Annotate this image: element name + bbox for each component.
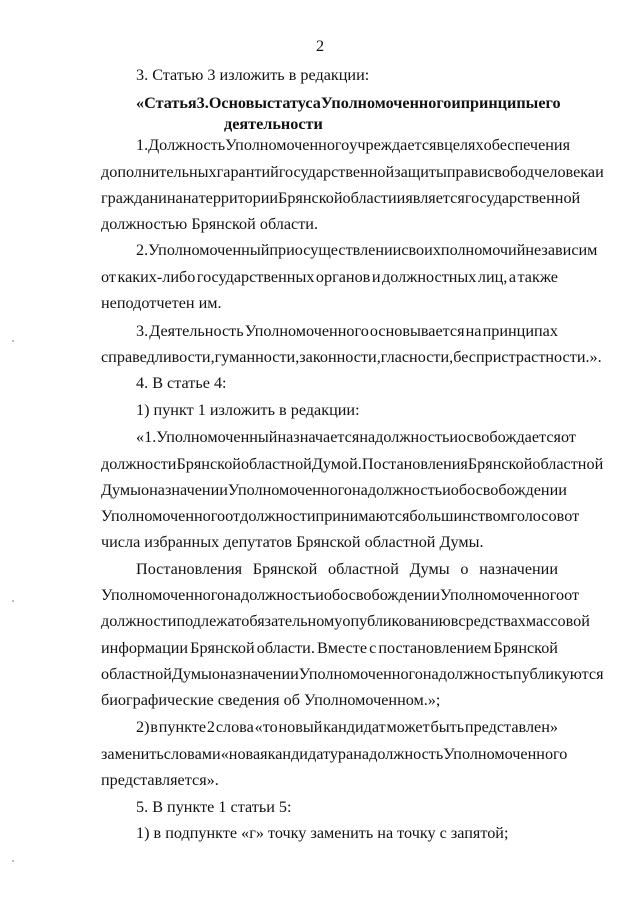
word: Брянской xyxy=(493,639,558,657)
word: на xyxy=(353,745,370,763)
word: каких-либо xyxy=(117,268,196,286)
word: принципы xyxy=(460,94,539,112)
text-line xyxy=(101,612,590,631)
word: государственной xyxy=(278,163,395,181)
word: может xyxy=(386,718,430,736)
text-line xyxy=(101,507,580,526)
word: и xyxy=(595,163,604,181)
word: обеспечения xyxy=(483,136,571,154)
word: 3. xyxy=(136,322,149,340)
text-line xyxy=(136,322,558,341)
word: от xyxy=(564,507,580,525)
word: об xyxy=(450,481,468,499)
word: прав xyxy=(446,163,479,181)
word: подлежат xyxy=(176,612,242,630)
word: при xyxy=(269,241,295,259)
word: на xyxy=(422,665,439,683)
word: должность xyxy=(375,428,450,446)
text-line xyxy=(136,241,598,260)
word: областной xyxy=(532,455,604,473)
text-line: неподотчетен им. xyxy=(101,294,222,312)
word: Постановления xyxy=(361,455,468,473)
word: свобод xyxy=(487,163,535,181)
word: кандидат xyxy=(323,718,386,736)
word: должность xyxy=(367,481,443,499)
word: пункте xyxy=(158,718,207,736)
word: назначается xyxy=(277,428,360,446)
page-number: 2 xyxy=(315,37,325,55)
word: публикуются xyxy=(512,665,604,683)
word: должности xyxy=(101,612,177,630)
word: должности xyxy=(240,507,316,525)
word: на xyxy=(182,189,199,207)
text-line: 3. Статью 3 изложить в редакции: xyxy=(136,66,370,84)
word: должность xyxy=(369,745,444,763)
word: большинством xyxy=(409,507,511,525)
text-line xyxy=(101,348,602,367)
word: Уполномоченного xyxy=(227,481,353,499)
word: «то xyxy=(254,718,278,736)
word: государственных xyxy=(196,268,315,286)
word: освобождении xyxy=(467,481,567,499)
word: 2) xyxy=(136,718,150,736)
word: областной xyxy=(240,455,312,473)
word: назначении xyxy=(479,560,558,578)
word: Уполномоченный xyxy=(156,428,278,446)
word: 1. xyxy=(136,136,149,154)
word: и xyxy=(478,163,488,181)
word: освобождении xyxy=(340,586,440,604)
word: гражданина xyxy=(101,189,183,207)
word: быть xyxy=(430,718,465,736)
word: представлен» xyxy=(464,718,558,736)
word: опубликованию xyxy=(342,612,451,630)
word: на xyxy=(465,322,482,340)
word: должность xyxy=(438,665,513,683)
word: о xyxy=(141,481,150,499)
word: Уполномоченного xyxy=(320,94,452,112)
word: в xyxy=(150,718,158,736)
word: области. xyxy=(256,639,315,657)
text-line xyxy=(136,136,571,155)
word: массовой xyxy=(525,612,590,630)
scan-mark xyxy=(12,600,14,602)
word: с xyxy=(369,639,377,657)
word: и xyxy=(396,189,406,207)
word: в xyxy=(450,612,459,630)
word: о xyxy=(460,560,469,578)
text-line xyxy=(101,455,604,474)
text-line: 1) в подпункте «г» точку заменить на точку с запятой; xyxy=(136,824,509,842)
word: Уполномоченного xyxy=(443,745,568,763)
text-line xyxy=(101,745,568,764)
word: освобождается xyxy=(458,428,561,446)
word: является xyxy=(405,189,465,207)
text-line xyxy=(101,481,567,500)
word: Постановления xyxy=(136,560,243,578)
word: принципах xyxy=(482,322,558,340)
word: «новая xyxy=(220,745,268,763)
word: Думы xyxy=(171,665,212,683)
word: о xyxy=(211,665,221,683)
word: кандидатура xyxy=(267,745,354,763)
word: областной xyxy=(101,665,172,683)
word: от xyxy=(560,428,576,446)
word: словами xyxy=(163,745,221,763)
text-line xyxy=(136,718,558,737)
text-line xyxy=(136,94,561,113)
text-line: должностью Брянской области. xyxy=(101,215,319,233)
word: Уполномоченный xyxy=(148,241,270,259)
word: гуманности, xyxy=(214,348,300,366)
word: а xyxy=(508,268,517,286)
word: дополнительных xyxy=(101,163,217,181)
text-line: биографические сведения об Уполномоченном.»; xyxy=(101,691,441,709)
word: назначении xyxy=(149,481,228,499)
word: Уполномоченного xyxy=(244,322,369,340)
word: государственной xyxy=(464,189,581,207)
word: заменить xyxy=(101,745,164,763)
word: независим xyxy=(525,241,598,259)
word: гарантий xyxy=(216,163,279,181)
word: от xyxy=(101,268,116,286)
word: принимаются xyxy=(315,507,410,525)
word: обязательному xyxy=(241,612,343,630)
word: и xyxy=(315,586,324,604)
word: Брянской xyxy=(467,455,533,473)
word: органов xyxy=(315,268,371,286)
word: от xyxy=(564,586,580,604)
word: и xyxy=(449,428,459,446)
word: Брянской xyxy=(252,560,318,578)
text-line: деятельности xyxy=(224,115,323,133)
word: осуществлении xyxy=(294,241,402,259)
text-line xyxy=(101,189,581,208)
word: его xyxy=(538,94,561,112)
word: справедливости, xyxy=(101,348,215,366)
word: голосов xyxy=(510,507,565,525)
word: гласности, xyxy=(380,348,454,366)
text-line: 5. В пункте 1 статьи 5: xyxy=(136,798,292,816)
word: Думы xyxy=(101,481,142,499)
word: должность xyxy=(240,586,316,604)
word: должностных xyxy=(381,268,477,286)
word: Вместе xyxy=(316,639,368,657)
text-line xyxy=(136,560,558,579)
word: постановлением xyxy=(378,639,492,657)
scan-mark xyxy=(12,340,14,342)
word: 2. xyxy=(136,241,149,259)
word: об xyxy=(323,586,341,604)
word: Должность xyxy=(148,136,226,154)
word: 3. xyxy=(196,94,209,112)
word: законности, xyxy=(299,348,381,366)
text-line xyxy=(101,163,604,182)
word: информации xyxy=(101,639,189,657)
word: учреждается xyxy=(349,136,437,154)
word: Уполномоченного xyxy=(101,586,226,604)
word: защиты xyxy=(394,163,447,181)
word: Уполномоченного xyxy=(298,665,423,683)
text-line xyxy=(101,639,558,658)
word: назначении xyxy=(220,665,299,683)
word: беспристрастности.». xyxy=(453,348,602,366)
word: Брянской xyxy=(190,639,255,657)
word: статуса xyxy=(267,94,321,112)
word: человека xyxy=(534,163,596,181)
word: и xyxy=(451,94,461,112)
word: и xyxy=(371,268,381,286)
word: Уполномоченного xyxy=(101,507,226,525)
word: на xyxy=(359,428,376,446)
word: Брянской xyxy=(176,455,241,473)
word: от xyxy=(225,507,241,525)
word: лиц, xyxy=(477,268,508,286)
word: средствах xyxy=(458,612,526,630)
word: «1. xyxy=(136,428,157,446)
word: области xyxy=(342,189,397,207)
scan-mark xyxy=(12,860,14,862)
word: полномочий xyxy=(440,241,526,259)
word: Уполномоченного xyxy=(440,586,565,604)
word: в xyxy=(436,136,445,154)
word: основывается xyxy=(369,322,465,340)
word: территории xyxy=(198,189,279,207)
text-line xyxy=(101,586,580,605)
word: Думой. xyxy=(311,455,362,473)
word: на xyxy=(352,481,368,499)
word: и xyxy=(442,481,451,499)
word: также xyxy=(517,268,558,286)
text-line xyxy=(101,268,558,287)
word: должности xyxy=(101,455,177,473)
text-line: числа избранных депутатов Брянской областной Думы. xyxy=(101,533,484,551)
word: целях xyxy=(444,136,484,154)
word: «Статья xyxy=(136,94,197,112)
word: своих xyxy=(401,241,441,259)
word: Брянской xyxy=(278,189,343,207)
word: Думы xyxy=(409,560,450,578)
word: Уполномоченного xyxy=(225,136,350,154)
word: на xyxy=(225,586,241,604)
word: Основы xyxy=(208,94,267,112)
word: новый xyxy=(278,718,323,736)
word: Деятельность xyxy=(149,322,244,340)
word: слова xyxy=(215,718,254,736)
word: областной xyxy=(328,560,399,578)
text-line: 4. В статье 4: xyxy=(136,374,227,392)
text-line xyxy=(101,665,604,684)
text-line: представляется». xyxy=(101,771,219,789)
word: 2 xyxy=(206,718,216,736)
text-line xyxy=(136,428,576,447)
text-line: 1) пункт 1 изложить в редакции: xyxy=(136,401,360,419)
